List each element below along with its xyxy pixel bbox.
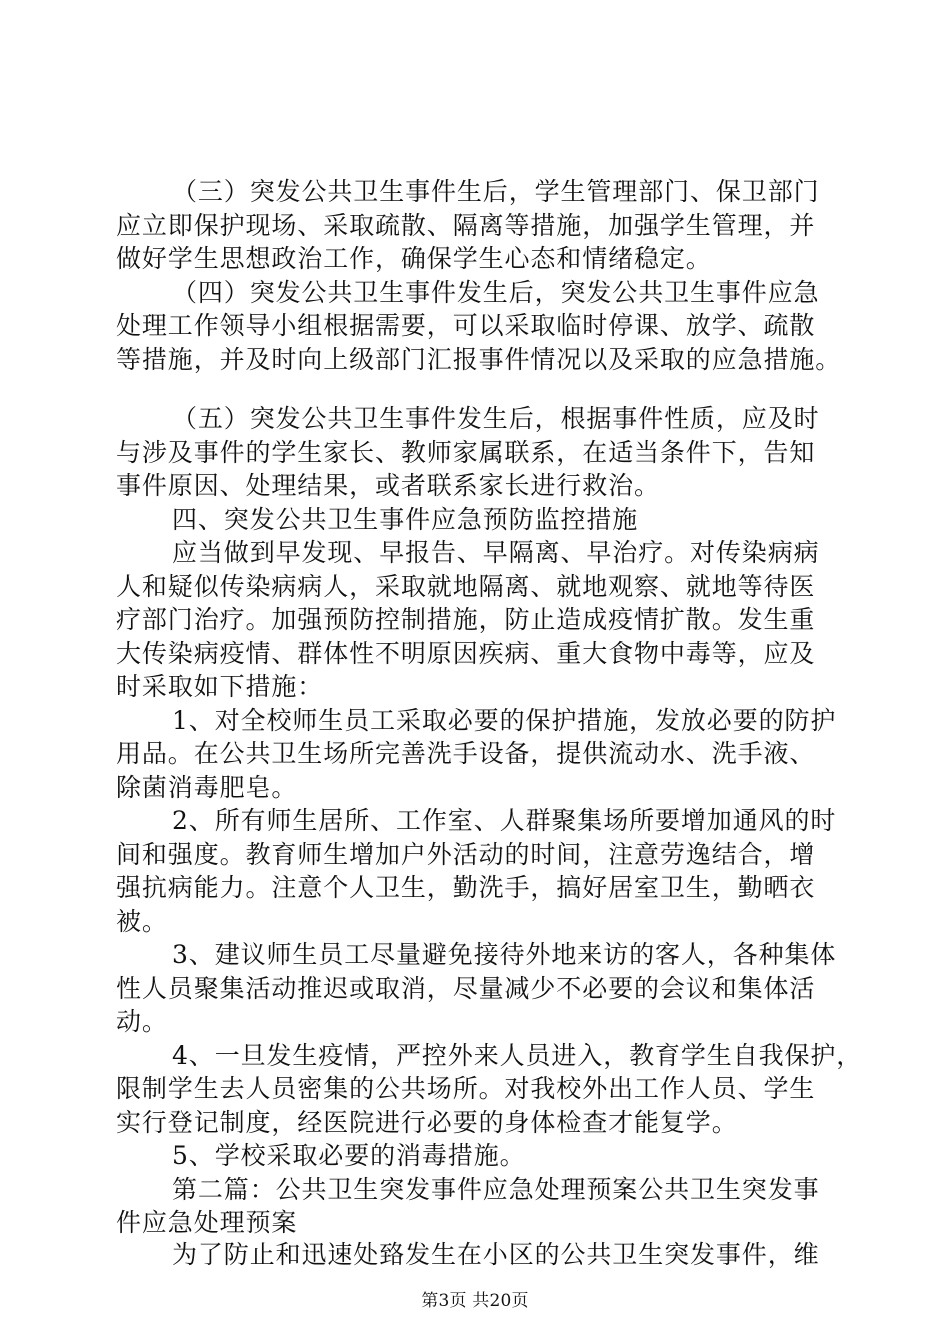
text-line: 时采取如下措施：	[116, 672, 324, 701]
list-item: 3、建议师生员工尽量避免接待外地来访的客人，各种集体	[172, 940, 837, 969]
list-item: 2、所有师生居所、工作室、人群聚集场所要增加通风的时	[172, 806, 837, 835]
chapter-heading-continued: 件应急处理预案	[116, 1208, 298, 1237]
text-line: 处理工作领导小组根据需要，可以采取临时停课、放学、疏散	[116, 311, 816, 340]
text-line: 事件原因、处理结果，或者联系家长进行救治。	[116, 471, 660, 500]
text-line: 强抗病能力。注意个人卫生，勤洗手，搞好居室卫生，勤晒衣	[116, 873, 816, 902]
text-line: 等措施，并及时向上级部门汇报事件情况以及采取的应急措施。	[116, 345, 842, 374]
list-item: 4、一旦发生疫情，严控外来人员进入，教育学生自我保护，	[172, 1041, 863, 1070]
text-line: 性人员聚集活动推迟或取消，尽量减少不必要的会议和集体活	[116, 974, 816, 1003]
text-line: 用品。在公共卫生场所完善洗手设备，提供流动水、洗手液、	[116, 739, 816, 768]
text-line: 与涉及事件的学生家长、教师家属联系，在适当条件下，告知	[116, 438, 816, 467]
text-line: 被。	[116, 907, 168, 936]
text-line: 限制学生去人员密集的公共场所。对我校外出工作人员、学生	[116, 1074, 816, 1103]
text-line: 做好学生思想政治工作，确保学生心态和情绪稳定。	[116, 244, 712, 273]
text-line: 为了防止和迅速处臵发生在小区的公共卫生突发事件，维	[172, 1240, 820, 1269]
list-item: 1、对全校师生员工采取必要的保护措施，发放必要的防护	[172, 706, 837, 735]
chapter-heading: 第二篇：公共卫生突发事件应急处理预案公共卫生突发事	[172, 1175, 820, 1204]
text-line: （三）突发公共卫生事件生后，学生管理部门、保卫部门	[172, 177, 820, 206]
text-line: 疗部门治疗。加强预防控制措施，防止造成疫情扩散。发生重	[116, 605, 816, 634]
text-line: 大传染病疫情、群体性不明原因疾病、重大食物中毒等，应及	[116, 639, 816, 668]
text-line: 实行登记制度，经医院进行必要的身体检查才能复学。	[116, 1108, 738, 1137]
section-heading: 四、突发公共卫生事件应急预防监控措施	[172, 505, 639, 534]
text-line: （五）突发公共卫生事件发生后，根据事件性质，应及时	[172, 404, 820, 433]
page-number-footer: 第3页 共20页	[421, 1291, 529, 1311]
text-line: 间和强度。教育师生增加户外活动的时间，注意劳逸结合，增	[116, 840, 816, 869]
text-line: 人和疑似传染病病人，采取就地隔离、就地观察、就地等待医	[116, 572, 816, 601]
text-line: 应当做到早发现、早报告、早隔离、早治疗。对传染病病	[172, 538, 820, 567]
text-line: 动。	[116, 1007, 168, 1036]
text-line: 除菌消毒肥皂。	[116, 773, 298, 802]
text-line: 应立即保护现场、采取疏散、隔离等措施，加强学生管理，并	[116, 211, 816, 240]
text-line: （四）突发公共卫生事件发生后，突发公共卫生事件应急	[172, 278, 820, 307]
list-item: 5、学校采取必要的消毒措施。	[172, 1141, 526, 1170]
